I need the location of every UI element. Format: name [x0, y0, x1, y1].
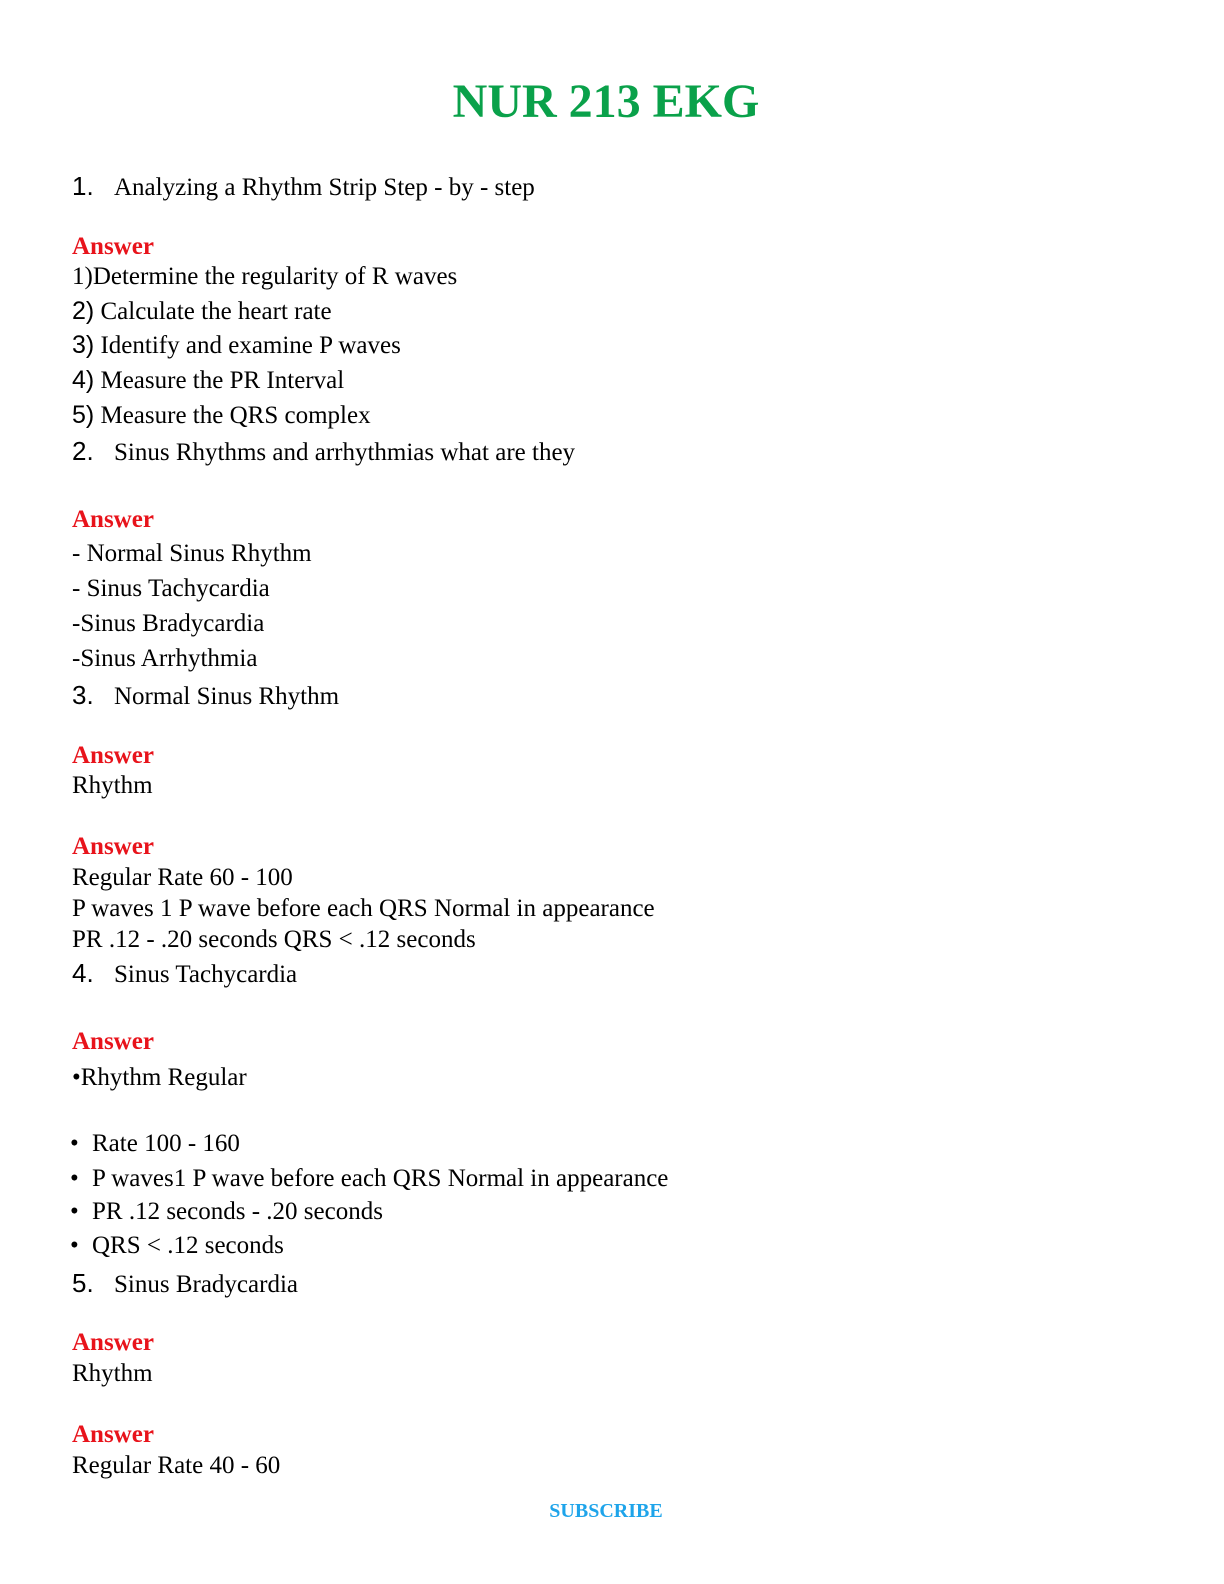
question-text: Sinus Tachycardia — [114, 961, 298, 988]
answer-label: Answer — [72, 1421, 154, 1448]
question-number: 4. — [72, 958, 94, 988]
question-1 — [72, 171, 535, 203]
answer-label: Answer — [72, 1329, 154, 1356]
answer-label: Answer — [72, 506, 154, 533]
answer-label: Answer — [72, 742, 154, 769]
question-3 — [72, 680, 339, 712]
step-text: Identify and examine P waves — [100, 332, 401, 359]
question-text: Analyzing a Rhythm Strip Step - by - step — [114, 174, 535, 201]
question-4 — [72, 958, 297, 990]
step-number: 4) — [72, 366, 95, 394]
document-title: NUR 213 EKG — [452, 75, 760, 128]
bullet-icon: • — [70, 1165, 79, 1192]
bullet-icon: • — [70, 1232, 79, 1259]
step-text: Measure the QRS complex — [100, 402, 371, 429]
answer-line: PR .12 - .20 seconds QRS < .12 seconds — [72, 926, 476, 953]
answer-step — [72, 365, 344, 396]
answer-line: Rhythm — [72, 772, 153, 799]
question-text: Sinus Bradycardia — [114, 1271, 298, 1298]
bullet-item — [70, 1164, 668, 1194]
answer-line: - Sinus Tachycardia — [72, 575, 270, 602]
question-text: Sinus Rhythms and arrhythmias what are they — [114, 439, 576, 466]
bullet-icon: • — [70, 1198, 79, 1225]
bullet-item — [70, 1129, 240, 1159]
answer-line: P waves 1 P wave before each QRS Normal in appearance — [72, 895, 655, 922]
answer-line: Regular Rate 60 - 100 — [72, 864, 293, 891]
step-number: 2) — [72, 297, 95, 325]
question-number: 5. — [72, 1268, 94, 1298]
question-text: Normal Sinus Rhythm — [114, 683, 340, 710]
bullet-text: Rate 100 - 160 — [92, 1130, 240, 1157]
subscribe-link[interactable]: SUBSCRIBE — [549, 1500, 663, 1522]
answer-label: Answer — [72, 833, 154, 860]
answer-step — [72, 296, 332, 327]
bullet-item — [70, 1231, 284, 1261]
bullet-text: PR .12 seconds - .20 seconds — [92, 1198, 383, 1225]
step-text: Calculate the heart rate — [100, 298, 332, 325]
step-text: Measure the PR Interval — [100, 367, 345, 394]
question-number: 2. — [72, 436, 94, 466]
answer-line: 1)Determine the regularity of R waves — [72, 263, 458, 290]
answer-line: Regular Rate 40 - 60 — [72, 1452, 281, 1479]
bullet-text: QRS < .12 seconds — [92, 1232, 284, 1259]
bullet-text: P waves1 P wave before each QRS Normal in appearance — [92, 1165, 669, 1192]
bullet-item — [70, 1197, 383, 1227]
question-number: 1. — [72, 171, 94, 201]
question-5 — [72, 1268, 298, 1300]
answer-line: - Normal Sinus Rhythm — [72, 540, 312, 567]
answer-label: Answer — [72, 1028, 154, 1055]
question-2 — [72, 436, 575, 468]
step-number: 3) — [72, 331, 95, 359]
answer-step — [72, 330, 401, 361]
answer-line: -Sinus Arrhythmia — [72, 645, 258, 672]
bullet-icon: • — [70, 1130, 79, 1157]
answer-line: Rhythm — [72, 1360, 153, 1387]
step-number: 5) — [72, 401, 95, 429]
answer-step — [72, 400, 371, 431]
answer-line: -Sinus Bradycardia — [72, 610, 265, 637]
answer-label: Answer — [72, 233, 154, 260]
answer-line: •Rhythm Regular — [72, 1064, 247, 1091]
question-number: 3. — [72, 680, 94, 710]
